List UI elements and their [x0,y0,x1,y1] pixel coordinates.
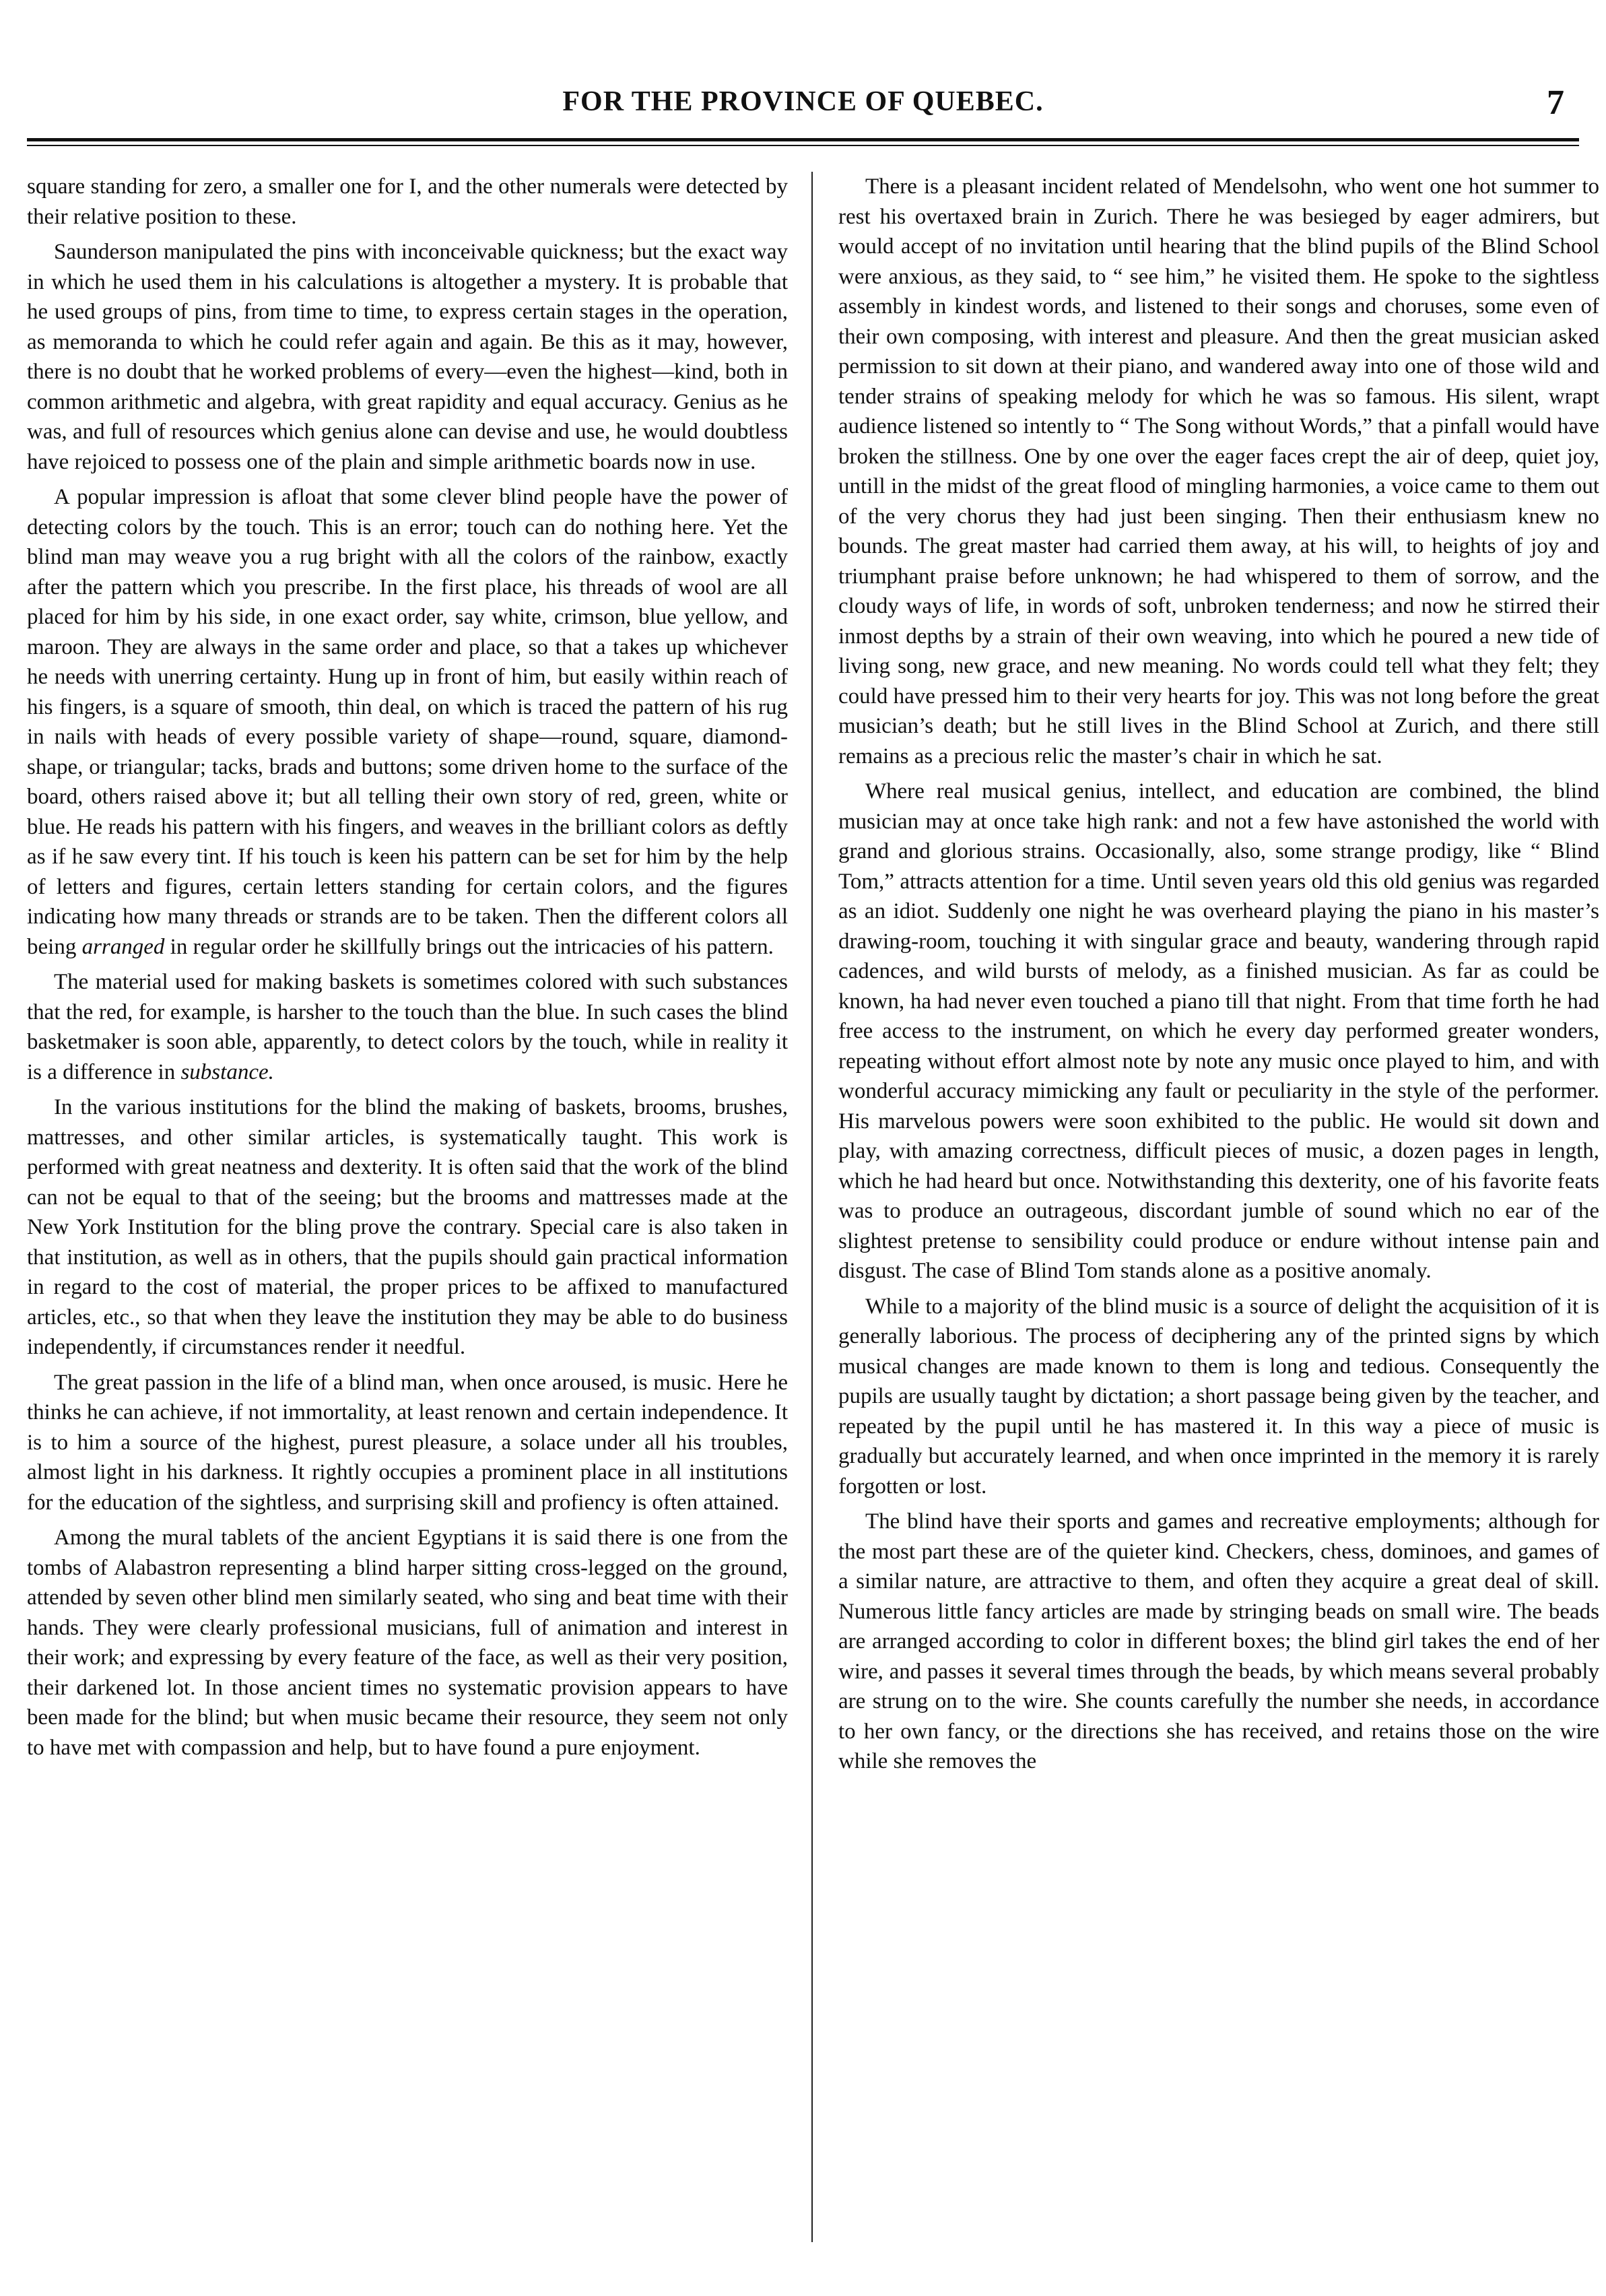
paragraph: square standing for zero, a smaller one for I, and the other numerals were detected by their relative position to these. [27,174,788,229]
paragraph [27,967,788,1087]
paragraph: While to a majority of the blind music is a source of delight the acquisition of it is generally laborious. The process of deciphering any of the printed signs by which musical changes are made known to them is long and tedious. Consequently the pupils are usually taught by dictation; a short passage being given by the teacher, and repeated by the pupil until he has mastered it. In this way a piece of music is gradually but accurately learned, and when once imprinted in the memory it is rarely forgotten or lost. [838,1294,1599,1499]
header-rule [27,138,1579,141]
paragraph-text: The material used for making baskets is sometimes colored with such substances that the red, for example, is harsher to the touch than the blue. In such cases the blind basketmaker is soon able, apparently, to detect colors by the touch, while in reality it is a difference in [27,970,788,1084]
paragraph [27,482,788,962]
paragraph: There is a pleasant incident related of Mendelsohn, who went one hot summer to rest his overtaxed brain in Zurich. There he was besieged by eager admirers, but would accept of no invitation until hearing that the blind pupils of the Blind School were anxious, as they said, to “ see him,” he visited them. He spoke to the sightless assembly in kindest words, and listened to their songs and choruses, some even of their own composing, with interest and pleasure. And then the great musician asked permission to sit down at their piano, and wandered away into one of those wild and tender strains of speaking melody for which he was so famous. His silent, wrapt audience listened so intently to “ The Song without Words,” that a pinfall would have broken the stillness. One by one over the eager faces crept the air of deep, quiet joy, untill in the midst of the great flood of mingling harmonies, a voice came to them out of the very chorus they had just been singing. Then their enthusiasm knew no bounds. The great master had carried them away, at his will, to heights of joy and triumphant praise before unknown; he had whispered to them of sorrow, and the cloudy ways of life, in words of soft, unbroken tenderness; and now he stirred their inmost depths by a strain of their own weaving, into which he poured a new tide of living song, new grace, and new meaning. No words could tell what they felt; they could have pressed him to their very hearts for joy. This was not long before the great musician’s death; but he still lives in the Blind School at Zurich, and there still remains as a precious relic the master’s chair in which he sat. [838,174,1599,768]
header-rule-thin [27,145,1579,146]
running-title: FOR THE PROVINCE OF QUEBEC. [562,86,1044,117]
paragraph: In the various institutions for the blind the making of baskets, brooms, brushes, mattresses, and other similar articles, is systematically taught. This work is performed with great neatness and dexterity. It is often said that the work of the blind can not be equal to that of the seeing; but the brooms and mattresses made at the New York Institution for the bling prove the contrary. Special care is also taken in that institution, as well as in others, that the pupils should gain practical information in regard to the cost of material, the proper prices to be affixed to manufactured articles, etc., so that when they leave the institution they may be able to do business independently, if circumstances render it needful. [27,1095,788,1359]
page-header [27,77,1579,138]
paragraph-text: in regular order he skillfully brings out the intricacies of his pattern. [164,934,774,959]
paragraph: The great passion in the life of a blind man, when once aroused, is music. Here he thinks he can achieve, if not immortality, at least renown and certain independence. It is to him a source of the highest, purest pleasure, a solace under all his troubles, almost light in his darkness. It rightly occupies a prominent place in all institutions for the education of the sightless, and surprising skill and profiency is often attained. [27,1370,788,1515]
paragraph: Where real musical genius, intellect, and education are combined, the blind musician may at once take high rank: and not a few have astonished the world with grand and glorious strains. Occasionally, also, some strange prodigy, like “ Blind Tom,” attracts attention for a time. Until seven years old this old genius was regarded as an idiot. Suddenly one night he was overheard playing the piano in his master’s drawing-room, touching it with singular grace and beauty, wandering through rapid cadences, and wild bursts of melody, as a finished musician. As far as could be known, ha had never even touched a piano till that night. From that time forth he had free access to the instrument, on which he every day performed greater wonders, repeating without effort almost note by note any music once played to him, and with wonderful accuracy mimicking any fault or peculiarity in the style of the performer. His marvelous powers were soon exhibited to the public. He would sit down and play, with amazing correctness, difficult pieces of music, a dozen pages in length, which he had heard but once. Notwithstanding this dexterity, one of his favorite feats was to produce an outrageous, discordant jumble of sound which no ear of the slightest pretense to sensibility could produce or endure without intense pain and disgust. The case of Blind Tom stands alone as a positive anomaly. [838,779,1599,1283]
right-column [838,172,1599,2242]
paragraph: Saunderson manipulated the pins with inconceivable quickness; but the exact way in which he used them in his calculations is altogether a mystery. It is probable that he used groups of pins, from time to time, to express certain stages in the operation, as memoranda to which he could refer again and again. Be this as it may, however, there is no doubt that he worked problems of every—even the highest—kind, both in common arithmetic and algebra, with great rapidity and equal accuracy. Genius as he was, and full of resources which genius alone can devise and use, he would doubtless have rejoiced to possess one of the plain and simple arithmetic boards now in use. [27,240,788,474]
text-columns [27,172,1599,2242]
left-column [27,172,788,2242]
column-divider [811,172,813,2242]
paragraph: The blind have their sports and games and recreative employments; although for the most part these are of the quieter kind. Checkers, chess, dominoes, and games of a similar nature, are attractive to them, and often they acquire a great deal of skill. Numerous little fancy articles are made by stringing beads on small wire. The beads are arranged according to color in different boxes; the blind girl takes the end of her wire, and passes it several times through the beads, by which means several probably are strung on to the wire. She counts carefully the number she needs, in accordance to her own fancy, or the directions she has received, and retains those on the wire while she removes the [838,1509,1599,1773]
italic-word: arranged [81,934,165,959]
paragraph-text: A popular impression is afloat that some clever blind people have the power of detecting colors by the touch. This is an error; touch can do nothing here. Yet the blind man may weave you a rug bright with all the colors of the rainbow, exactly after the pattern which you prescribe. In the first place, his threads of wool are all placed for him by his side, in one exact order, say white, crimson, blue yellow, and maroon. They are always in the same order and place, so that a takes up whichever he needs with unerring certainty. Hung up in front of him, but easily within reach of his fingers, is a square of smooth, thin deal, on which is traced the pattern of his rug in nails with heads of every possible variety of shape—round, square, diamond-shape, or triangular; tacks, brads and buttons; some driven home to the surface of the board, others raised above it; but all telling their own story of red, green, white or blue. He reads his pattern with his fingers, and weaves in the brilliant colors as deftly as if he saw every tint. If his touch is keen his pattern can be set for him by the help of letters and figures, certain letters standing for certain colors, and the figures indicating how many threads or strands are to be taken. Then the different colors all being [27,485,788,959]
italic-word: substance. [180,1059,274,1084]
page-number: 7 [1547,84,1564,122]
paragraph: Among the mural tablets of the ancient Egyptians it is said there is one from the tombs of Alabastron representing a blind harper sitting cross-legged on the ground, attended by seven other blind men similarly seated, who sing and beat time with their hands. They were clearly professional musicians, full of animation and interest in their work; and expressing by every feature of the face, as well as their very position, their darkened lot. In those ancient times no systematic provision appears to have been made for the blind; but when music became their resource, they seem not only to have met with compassion and help, but to have found a pure enjoyment. [27,1526,788,1760]
